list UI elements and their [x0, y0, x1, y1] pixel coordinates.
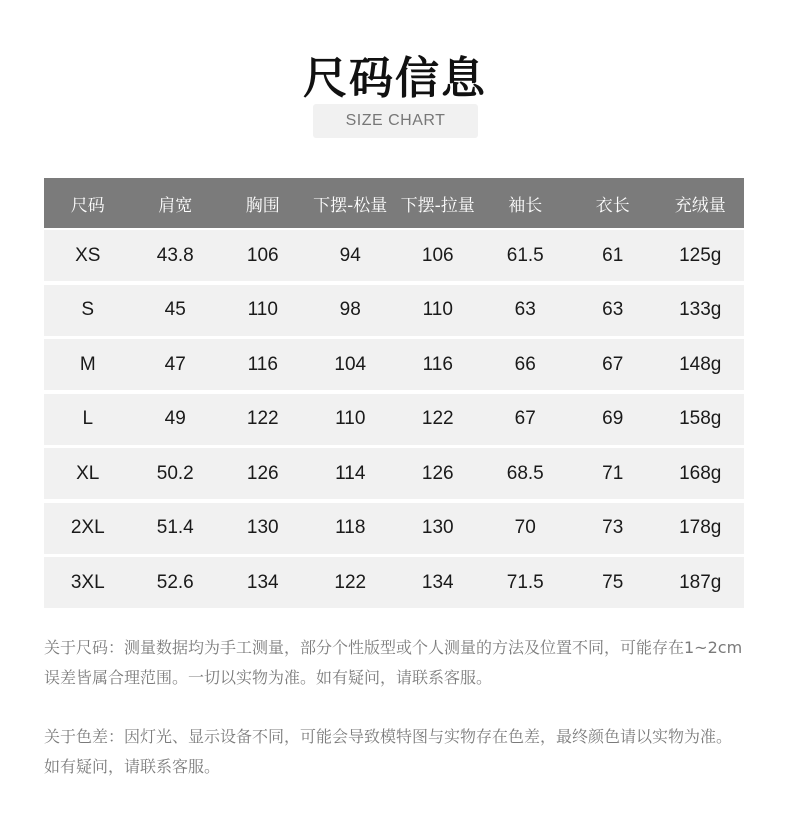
table-cell: M [79, 353, 96, 375]
table-cell: 71 [602, 462, 624, 484]
table-cell: 61.5 [506, 244, 544, 266]
table-cell: 118 [335, 517, 366, 538]
table-cell: 61 [602, 244, 624, 266]
table-cell: 158g [679, 408, 722, 429]
table-cell: 3XL [70, 571, 105, 593]
table-cell: 47 [164, 353, 186, 375]
table-cell: 98 [339, 299, 361, 320]
table-cell: XS [75, 244, 101, 266]
table-cell: 51.4 [156, 517, 194, 538]
table-cell: 187g [679, 571, 722, 593]
header-cell-size: 尺码 [70, 195, 105, 216]
table-row [44, 557, 744, 608]
table-cell: 106 [421, 244, 454, 266]
table-cell: 130 [246, 517, 279, 538]
table-cell: 168g [679, 462, 722, 484]
table-cell: 50.2 [156, 462, 194, 484]
table-cell: 178g [679, 517, 722, 538]
table-cell: 133g [679, 299, 722, 320]
header-cell-chest: 胸围 [245, 195, 280, 216]
table-row [44, 230, 744, 281]
table-cell: 52.6 [156, 571, 194, 593]
table-cell: 71.5 [506, 571, 544, 593]
table-cell: 114 [335, 462, 366, 484]
table-cell: 134 [246, 571, 279, 593]
table-cell: 116 [247, 353, 278, 375]
table-header [44, 178, 744, 228]
table-cell: 110 [335, 408, 366, 429]
table-cell: 116 [422, 353, 453, 375]
header-cell-length: 衣长 [595, 195, 630, 216]
table-row [44, 285, 744, 336]
header-cell-shoulder: 肩宽 [158, 195, 193, 216]
table-row [44, 339, 744, 390]
table-cell: 94 [339, 244, 361, 266]
table-cell: 126 [246, 462, 279, 484]
table-cell: 104 [334, 353, 367, 375]
table-cell: 122 [246, 408, 279, 429]
table-cell: 130 [421, 517, 454, 538]
header-cell-sleeve: 袖长 [508, 195, 543, 216]
table-cell: 134 [421, 571, 454, 593]
table-cell: 66 [514, 353, 536, 375]
header-cell-fill: 充绒量 [674, 195, 726, 216]
table-cell: 2XL [70, 517, 105, 538]
table-cell: 67 [602, 353, 624, 375]
table-cell: 73 [602, 517, 624, 538]
table-row [44, 503, 744, 554]
header-cell-hem-relaxed: 下摆-松量 [313, 195, 388, 216]
table-cell: 43.8 [156, 244, 194, 266]
page-subtitle: SIZE CHART [313, 104, 478, 138]
color-disclaimer: 关于色差：因灯光、显示设备不同，可能会导致模特图与实物存在色差，最终颜色请以实物为准。如有疑问，请联系客服。 [44, 727, 733, 776]
table-cell: S [81, 299, 95, 320]
table-cell: 122 [334, 571, 367, 593]
table-cell: 106 [246, 244, 279, 266]
table-cell: 148g [679, 353, 722, 375]
table-cell: 69 [602, 408, 624, 429]
table-cell: 125g [679, 244, 722, 266]
table-cell: 67 [514, 408, 536, 429]
table-cell: 110 [247, 299, 278, 320]
table-cell: 75 [602, 571, 624, 593]
table-row [44, 394, 744, 445]
table-cell: 110 [422, 299, 453, 320]
page-title: 尺码信息 [303, 53, 487, 104]
table-cell: 68.5 [506, 462, 544, 484]
table-cell: XL [76, 462, 100, 484]
header-cell-hem-stretched: 下摆-拉量 [400, 195, 475, 216]
size-disclaimer: 关于尺码：测量数据均为手工测量，部分个性版型或个人测量的方法及位置不同，可能存在1~2cm误差皆属合理范围。一切以实物为准。如有疑问，请联系客服。 [44, 638, 743, 687]
table-cell: 63 [514, 299, 536, 320]
table-cell: 45 [164, 299, 186, 320]
table-cell: 126 [421, 462, 454, 484]
table-cell: 63 [602, 299, 624, 320]
table-cell: 49 [164, 408, 186, 429]
table-row [44, 448, 744, 499]
table-cell: 70 [514, 517, 536, 538]
table-cell: 122 [421, 408, 454, 429]
size-table [44, 178, 744, 612]
table-cell: L [82, 408, 94, 429]
